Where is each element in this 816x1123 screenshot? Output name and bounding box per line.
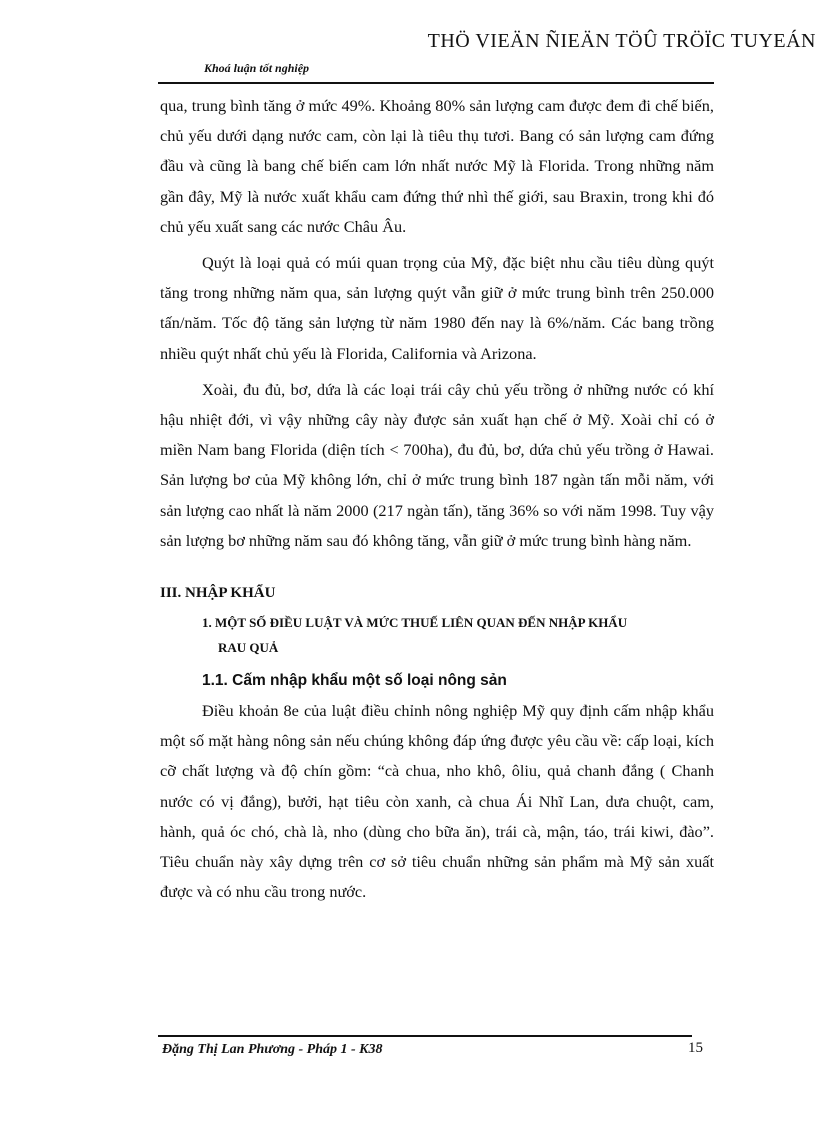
paragraph-tropical-fruits: Xoài, đu đủ, bơ, dứa là các loại trái cây chủ yếu trồng ở những nước có khí hậu nhiệt đới, vì vậy những cây này được sản xuất hạn chế ở Mỹ. Xoài chỉ có ở miền Nam bang Florida (diện tích < 700ha), đu đủ, bơ, dứa chủ yếu trồng ở Hawai. Sản lượng bơ của Mỹ không lớn, chỉ ở mức trung bình 187 ngàn tấn mỗi năm, với sản lượng cao nhất là năm 2000 (217 ngàn tấn), tăng 36% so với năm 1998. Tuy vậy sản lượng bơ những năm sau đó không tăng, vẫn giữ ở mức trung bình hàng năm. [160,379,714,550]
footer-author: Đặng Thị Lan Phương - Pháp 1 - K38 [162,1042,383,1057]
paragraph-import-ban: Điều khoản 8e của luật điều chỉnh nông nghiệp Mỹ quy định cấm nhập khẩu một số mặt hàng nông sản nếu chúng không đáp ứng được yêu cầu về: cấp loại, kích cỡ chất lượng và độ chín gồm: “cà chua, nho khô, ôliu, quả chanh đắng ( Chanh nước có vị đắng), bưởi, hạt tiêu còn xanh, cà chua Ái Nhĩ Lan, dưa chuột, cam, hành, quả óc chó, chà là, nho (dùng cho bữa ăn), trái cà, mận, táo, trái kiwi, đào”. Tiêu chuẩn này xây dựng trên cơ sở tiêu chuẩn những sản phẩm mà Mỹ sản xuất được và có nhu cầu trong nước. [160,701,714,902]
paragraph-mandarin: Quýt là loại quả có múi quan trọng của Mỹ, đặc biệt nhu cầu tiêu dùng quýt tăng trong những năm qua, sản lượng quýt vẫn giữ ở mức trung bình trên 250.000 tấn/năm. Tốc độ tăng sản lượng từ năm 1980 đến nay là 6%/năm. Các bang trồng nhiều quýt nhất chủ yếu là Florida, California và Arizona. [160,253,714,363]
footer-divider [158,1035,692,1037]
subsubsection-heading: 1.1. Cấm nhập khẩu một số loại nông sản [202,672,507,690]
subsection-heading-line2: RAU QUẢ [218,640,279,656]
subsection-heading [202,610,714,660]
document-body [160,91,714,913]
subsection-heading-line1: 1. MỘT SỐ ĐIỀU LUẬT VÀ MỨC THUẾ LIÊN QUAN ĐẾN NHẬP KHẨU [202,615,628,631]
paragraph-orange-production: qua, trung bình tăng ở mức 49%. Khoảng 80% sản lượng cam được đem đi chế biến, chủ yếu dưới dạng nước cam, còn lại là tiêu thụ tươi. Bang có sản lượng cam đứng đầu và cũng là bang chế biến cam lớn nhất nước Mỹ là Florida. Trong những năm gần đây, Mỹ là nước xuất khẩu cam đứng thứ nhì thế giới, sau Braxin, trong khi đó chủ yếu xuất sang các nước Châu Âu. [160,96,714,236]
header-divider [158,82,714,84]
header-label: Khoá luận tốt nghiệp [204,61,310,75]
section-heading: III. NHẬP KHẨU [160,585,276,602]
page-number: 15 [688,1040,703,1056]
watermark-text: THÖ VIEÄN ÑIEÄN TÖÛ TRÖÏC TUYEÁN [427,30,816,52]
